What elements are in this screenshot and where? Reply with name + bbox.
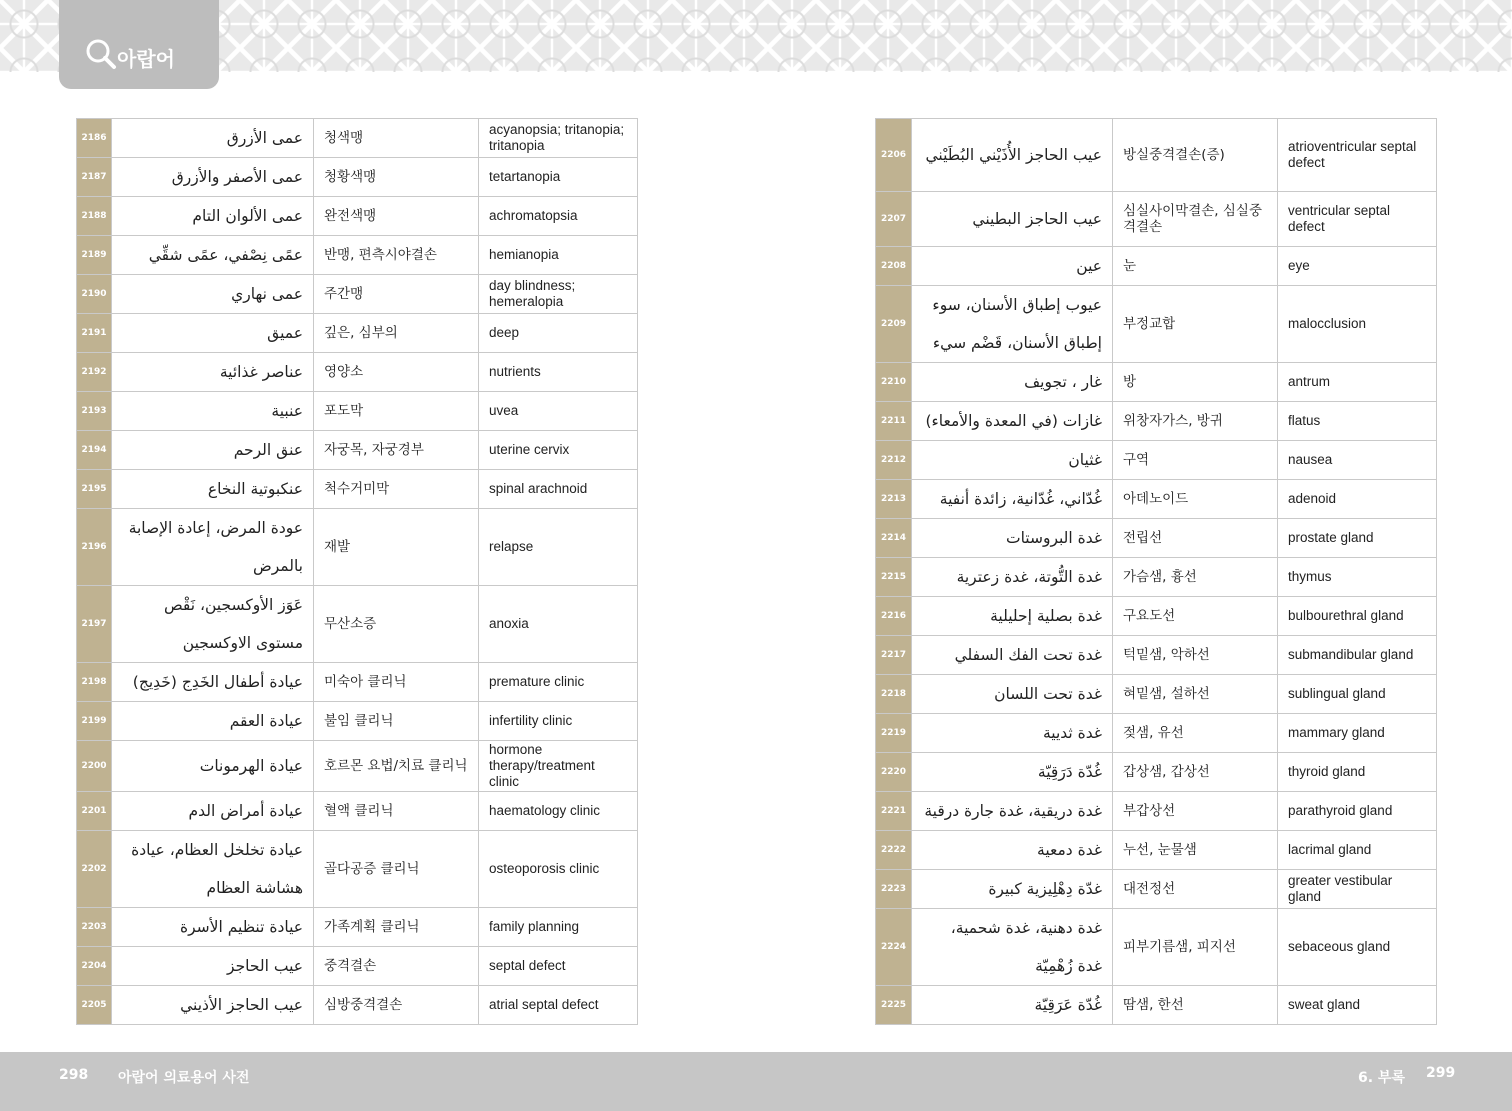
table-row [876,636,1437,675]
arabic-term: عميق [112,314,314,353]
arabic-term: غدة تحت اللسان [912,675,1113,714]
english-term: premature clinic [479,663,638,702]
english-term: thymus [1278,558,1437,597]
arabic-term: عيب الحاجز الأُذَيْني البُطَيْني [912,119,1113,192]
english-term: flatus [1278,402,1437,441]
korean-term: 영양소 [314,353,479,392]
korean-term: 불임 클리닉 [314,702,479,741]
arabic-term: غدة تحت الفك السفلي [912,636,1113,675]
english-term: lacrimal gland [1278,831,1437,870]
english-term: acyanopsia; tritanopia; tritanopia [479,119,638,158]
table-row [876,753,1437,792]
korean-term: 혀밑샘, 설하선 [1113,675,1278,714]
entry-number: 2219 [876,714,912,753]
table-row [876,119,1437,192]
table-row [77,986,638,1025]
entry-number: 2223 [876,870,912,909]
english-term: ventricular septal defect [1278,192,1437,247]
entry-number: 2201 [77,792,112,831]
header-pattern [0,0,1512,72]
entry-number: 2217 [876,636,912,675]
entry-number: 2196 [77,509,112,586]
korean-term: 구역 [1113,441,1278,480]
english-term: anoxia [479,586,638,663]
arabic-term: عيادة تخلخل العظام، عيادة هشاشة العظام [112,831,314,908]
table-row [876,675,1437,714]
arabic-term: عيوب إطباق الأسنان، سوء إطباق الأسنان، قَضْم سيء [912,286,1113,363]
table-row [876,986,1437,1025]
table-row [77,792,638,831]
korean-term: 반맹, 편측시야결손 [314,236,479,275]
entry-number: 2190 [77,275,112,314]
entry-number: 2225 [876,986,912,1025]
table-row [876,558,1437,597]
english-term: osteoporosis clinic [479,831,638,908]
table-row [77,392,638,431]
arabic-term: غازات (في المعدة والأمعاء) [912,402,1113,441]
table-row [876,247,1437,286]
english-term: uvea [479,392,638,431]
arabic-term: غدة دهنية، غدة شحمية، غدة زُهْمِيّة [912,909,1113,986]
table-row [77,275,638,314]
korean-term: 턱밑샘, 악하선 [1113,636,1278,675]
entry-number: 2186 [77,119,112,158]
arabic-term: غدة دريقية، غدة جارة درقية [912,792,1113,831]
english-term: sublingual gland [1278,675,1437,714]
table-row [77,470,638,509]
table-row [77,314,638,353]
table-row [876,402,1437,441]
english-term: septal defect [479,947,638,986]
table-row [77,908,638,947]
korean-term: 깊은, 심부의 [314,314,479,353]
korean-term: 대전정선 [1113,870,1278,909]
entry-number: 2207 [876,192,912,247]
table-row [77,158,638,197]
korean-term: 완전색맹 [314,197,479,236]
english-term: malocclusion [1278,286,1437,363]
table-row [77,236,638,275]
entry-number: 2187 [77,158,112,197]
table-row [876,870,1437,909]
arabic-term: عنبية [112,392,314,431]
arabic-term: عمًى نِصْفي، عمًى شقِّي [112,236,314,275]
arabic-term: غدة التُّوتة، غدة زعترية [912,558,1113,597]
arabic-term: غدة البروستات [912,519,1113,558]
arabic-term: غثيان [912,441,1113,480]
english-term: eye [1278,247,1437,286]
entry-number: 2200 [77,741,112,792]
korean-term: 구요도선 [1113,597,1278,636]
table-row [876,480,1437,519]
korean-term: 포도막 [314,392,479,431]
english-term: achromatopsia [479,197,638,236]
korean-term: 전립선 [1113,519,1278,558]
entry-number: 2203 [77,908,112,947]
entry-number: 2193 [77,392,112,431]
english-term: uterine cervix [479,431,638,470]
right-term-table [875,118,1437,1025]
korean-term: 골다공증 클리닉 [314,831,479,908]
korean-term: 피부기름샘, 피지선 [1113,909,1278,986]
arabic-term: غُدّة عَرَقِيّة [912,986,1113,1025]
entry-number: 2188 [77,197,112,236]
entry-number: 2214 [876,519,912,558]
arabic-term: عمى الأزرق [112,119,314,158]
entry-number: 2199 [77,702,112,741]
entry-number: 2221 [876,792,912,831]
arabic-term: عيب الحاجز البطيني [912,192,1113,247]
korean-term: 심방중격결손 [314,986,479,1025]
korean-term: 호르몬 요법/치료 클리닉 [314,741,479,792]
english-term: mammary gland [1278,714,1437,753]
english-term: deep [479,314,638,353]
korean-term: 혈액 클리닉 [314,792,479,831]
english-term: day blindness; hemeralopia [479,275,638,314]
entry-number: 2216 [876,597,912,636]
entry-number: 2224 [876,909,912,986]
entry-number: 2194 [77,431,112,470]
korean-term: 눈 [1113,247,1278,286]
arabic-term: عيادة العقم [112,702,314,741]
entry-number: 2198 [77,663,112,702]
arabic-term: عيادة الهرمونات [112,741,314,792]
english-term: hormone therapy/treatment clinic [479,741,638,792]
korean-term: 가족계획 클리닉 [314,908,479,947]
korean-term: 주간맹 [314,275,479,314]
table-row [876,792,1437,831]
arabic-term: غدة ثديية [912,714,1113,753]
table-row [77,509,638,586]
english-term: spinal arachnoid [479,470,638,509]
table-row [77,586,638,663]
entry-number: 2210 [876,363,912,402]
korean-term: 자궁목, 자궁경부 [314,431,479,470]
entry-number: 2213 [876,480,912,519]
english-term: atrial septal defect [479,986,638,1025]
english-term: haematology clinic [479,792,638,831]
arabic-term: غدّة دِهْلِيزية كبيرة [912,870,1113,909]
english-term: sweat gland [1278,986,1437,1025]
arabic-term: عمى الألوان التام [112,197,314,236]
english-term: greater vestibular gland [1278,870,1437,909]
table-row [876,831,1437,870]
arabic-term: عيادة أطفال الخَدِج (خَدِيج) [112,663,314,702]
entry-number: 2211 [876,402,912,441]
arabic-term: عناصر غذائية [112,353,314,392]
english-term: sebaceous gland [1278,909,1437,986]
table-row [77,741,638,792]
korean-term: 부정교합 [1113,286,1278,363]
entry-number: 2205 [77,986,112,1025]
korean-term: 미숙아 클리닉 [314,663,479,702]
korean-term: 땀샘, 한선 [1113,986,1278,1025]
korean-term: 방실중격결손(증) [1113,119,1278,192]
english-term: infertility clinic [479,702,638,741]
korean-term: 중격결손 [314,947,479,986]
table-row [876,714,1437,753]
entry-number: 2222 [876,831,912,870]
english-term: prostate gland [1278,519,1437,558]
korean-term: 위창자가스, 방귀 [1113,402,1278,441]
language-tab[interactable] [59,0,219,89]
book-title: 아랍어 의료용어 사전 [118,1070,250,1086]
table-row [77,353,638,392]
arabic-term: عيادة أمراض الدم [112,792,314,831]
table-row [77,831,638,908]
entry-number: 2197 [77,586,112,663]
arabic-term: غدة دمعية [912,831,1113,870]
arabic-term: عودة المرض، إعادة الإصابة بالمرض [112,509,314,586]
table-row [77,702,638,741]
table-row [876,363,1437,402]
arabic-term: عنق الرحم [112,431,314,470]
korean-term: 아데노이드 [1113,480,1278,519]
table-row [876,441,1437,480]
arabic-term: غُدّة دَرَقِيّة [912,753,1113,792]
language-label: 아랍어 [117,47,175,71]
entry-number: 2218 [876,675,912,714]
left-term-table [76,118,638,1025]
entry-number: 2189 [77,236,112,275]
korean-term: 청색맹 [314,119,479,158]
english-term: atrioventricular septal defect [1278,119,1437,192]
entry-number: 2192 [77,353,112,392]
right-page-number: 299 [1426,1065,1456,1081]
korean-term: 부갑상선 [1113,792,1278,831]
english-term: tetartanopia [479,158,638,197]
english-term: family planning [479,908,638,947]
korean-term: 젖샘, 유선 [1113,714,1278,753]
arabic-term: عيادة تنظيم الأسرة [112,908,314,947]
table-row [77,947,638,986]
arabic-term: غدة بصلية إحليلية [912,597,1113,636]
entry-number: 2206 [876,119,912,192]
entry-number: 2202 [77,831,112,908]
arabic-term: غار ، تجويف [912,363,1113,402]
arabic-term: عمى نهاري [112,275,314,314]
arabic-term: عيب الحاجز الأذيني [112,986,314,1025]
korean-term: 무산소증 [314,586,479,663]
entry-number: 2204 [77,947,112,986]
korean-term: 갑상샘, 갑상선 [1113,753,1278,792]
left-page-number: 298 [59,1067,89,1083]
korean-term: 방 [1113,363,1278,402]
entry-number: 2208 [876,247,912,286]
entry-number: 2212 [876,441,912,480]
table-row [876,519,1437,558]
entry-number: 2220 [876,753,912,792]
english-term: submandibular gland [1278,636,1437,675]
english-term: bulbourethral gland [1278,597,1437,636]
korean-term: 청황색맹 [314,158,479,197]
korean-term: 누선, 눈물샘 [1113,831,1278,870]
arabic-term: عمى الأصفر والأزرق [112,158,314,197]
korean-term: 가슴샘, 흉선 [1113,558,1278,597]
entry-number: 2215 [876,558,912,597]
korean-term: 척수거미막 [314,470,479,509]
english-term: relapse [479,509,638,586]
table-row [77,663,638,702]
arabic-term: عيب الحاجز [112,947,314,986]
english-term: parathyroid gland [1278,792,1437,831]
entry-number: 2195 [77,470,112,509]
table-row [876,286,1437,363]
english-term: adenoid [1278,480,1437,519]
table-row [77,119,638,158]
arabic-term: عَوَز الأوكسجين، نَقْص مستوى الاوكسجين [112,586,314,663]
search-icon [85,38,117,70]
korean-term: 재발 [314,509,479,586]
table-row [876,909,1437,986]
table-row [77,431,638,470]
page-footer [0,1052,1512,1111]
entry-number: 2209 [876,286,912,363]
arabic-term: عنكبوتية النخاع [112,470,314,509]
english-term: nutrients [479,353,638,392]
arabic-term: عين [912,247,1113,286]
entry-number: 2191 [77,314,112,353]
arabic-term: غُدّاني، غُدّانية، زائدة أنفية [912,480,1113,519]
english-term: hemianopia [479,236,638,275]
korean-term: 심실사이막결손, 심실중격결손 [1113,192,1278,247]
english-term: antrum [1278,363,1437,402]
table-row [876,597,1437,636]
table-row [77,197,638,236]
section-label: 6. 부록 [1358,1070,1405,1086]
english-term: nausea [1278,441,1437,480]
english-term: thyroid gland [1278,753,1437,792]
table-row [876,192,1437,247]
